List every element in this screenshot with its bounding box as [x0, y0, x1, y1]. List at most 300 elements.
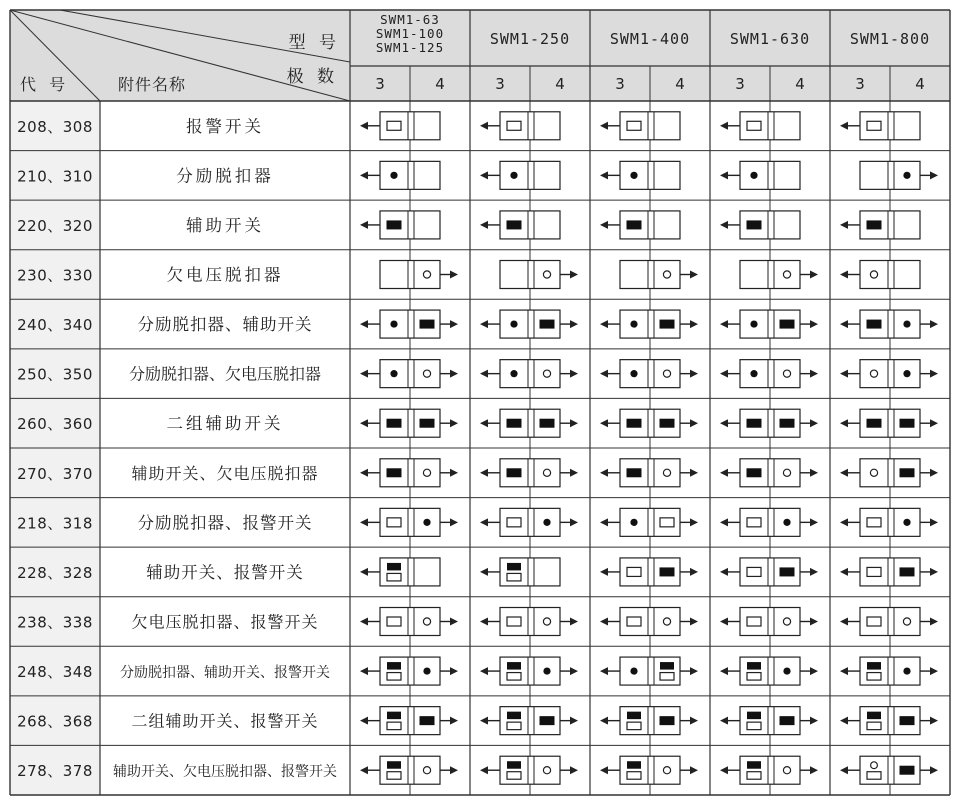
accessory-wiring-diagram — [360, 310, 458, 338]
accessory-wiring-diagram — [840, 608, 938, 636]
arrow-head-icon — [720, 766, 728, 774]
accessory-wiring-diagram — [720, 112, 800, 140]
arrow-head-icon — [840, 568, 848, 576]
accessory-code: 250、350 — [17, 365, 93, 384]
accessory-code: 220、320 — [17, 216, 93, 235]
arrow-head-icon — [720, 419, 728, 427]
shunt-release-icon — [423, 667, 430, 674]
arrow-head-icon — [930, 766, 938, 774]
auxiliary-switch-icon — [387, 419, 402, 428]
arrow-head-icon — [600, 667, 608, 675]
accessory-wiring-diagram — [840, 558, 938, 586]
accessory-name: 二组辅助开关 — [166, 414, 284, 434]
arrow-head-icon — [570, 469, 578, 477]
arrow-head-icon — [360, 122, 368, 130]
arrow-head-icon — [720, 370, 728, 378]
auxiliary-switch-icon — [867, 320, 882, 329]
shunt-release-icon — [903, 370, 910, 377]
arrow-head-icon — [600, 370, 608, 378]
accessory-wiring-diagram — [480, 707, 578, 735]
accessory-wiring-diagram — [600, 310, 698, 338]
breaker-diagram-box — [380, 112, 440, 140]
breaker-diagram-box — [860, 657, 920, 685]
auxiliary-switch-icon — [507, 761, 521, 769]
pole-count: 3 — [615, 75, 625, 93]
accessory-name: 辅助开关、欠电压脱扣器 — [131, 463, 319, 483]
arrow-head-icon — [480, 766, 488, 774]
accessory-wiring-diagram — [720, 756, 818, 784]
accessory-code: 230、330 — [17, 266, 93, 285]
accessory-wiring-diagram — [480, 211, 560, 239]
breaker-diagram-box — [380, 558, 440, 586]
arrow-head-icon — [810, 419, 818, 427]
breaker-diagram-box — [500, 161, 560, 189]
accessory-wiring-diagram — [480, 112, 560, 140]
accessory-wiring-diagram — [600, 558, 698, 586]
auxiliary-switch-icon — [900, 567, 915, 576]
arrow-head-icon — [690, 518, 698, 526]
accessory-wiring-diagram — [720, 161, 800, 189]
pole-count: 3 — [735, 75, 745, 93]
accessory-wiring-diagram — [600, 409, 698, 437]
accessory-wiring-diagram — [360, 112, 440, 140]
arrow-head-icon — [360, 518, 368, 526]
accessory-wiring-diagram — [600, 508, 698, 536]
auxiliary-switch-icon — [747, 220, 762, 229]
auxiliary-switch-icon — [627, 761, 641, 769]
model-name: SWM1-800 — [849, 30, 931, 48]
arrow-head-icon — [690, 618, 698, 626]
accessory-code: 240、340 — [17, 316, 93, 335]
breaker-diagram-box — [380, 657, 440, 685]
breaker-diagram-box — [740, 112, 800, 140]
accessory-name: 欠电压脱扣器 — [166, 265, 284, 285]
breaker-diagram-box — [860, 161, 920, 189]
arrow-head-icon — [840, 717, 848, 725]
arrow-head-icon — [840, 370, 848, 378]
auxiliary-switch-icon — [387, 563, 401, 571]
breaker-diagram-box — [860, 508, 920, 536]
accessory-code: 210、310 — [17, 167, 93, 186]
arrow-head-icon — [810, 766, 818, 774]
arrow-head-icon — [570, 419, 578, 427]
shunt-release-icon — [630, 172, 637, 179]
model-name: SWM1-125 — [375, 40, 445, 55]
code-header-label: 代 号 — [20, 75, 70, 94]
accessory-code: 208、308 — [17, 117, 93, 136]
arrow-head-icon — [840, 419, 848, 427]
accessory-wiring-diagram — [360, 409, 458, 437]
arrow-head-icon — [480, 320, 488, 328]
arrow-head-icon — [600, 469, 608, 477]
arrow-head-icon — [810, 518, 818, 526]
accessory-wiring-diagram — [840, 657, 938, 685]
accessory-wiring-diagram — [380, 261, 458, 289]
auxiliary-switch-icon — [507, 563, 521, 571]
shunt-release-icon — [630, 370, 637, 377]
shunt-release-icon — [630, 320, 637, 327]
accessory-wiring-diagram — [480, 409, 578, 437]
accessory-wiring-diagram — [360, 707, 458, 735]
arrow-head-icon — [570, 271, 578, 279]
poles-header-label: 极 数 — [286, 67, 338, 87]
arrow-head-icon — [480, 122, 488, 130]
shunt-release-icon — [423, 519, 430, 526]
auxiliary-switch-icon — [627, 468, 642, 477]
arrow-head-icon — [360, 419, 368, 427]
arrow-head-icon — [930, 717, 938, 725]
arrow-head-icon — [360, 717, 368, 725]
arrow-head-icon — [720, 171, 728, 179]
arrow-head-icon — [840, 271, 848, 279]
accessory-wiring-diagram — [720, 211, 800, 239]
auxiliary-switch-icon — [867, 220, 882, 229]
shunt-release-icon — [510, 172, 517, 179]
arrow-head-icon — [840, 518, 848, 526]
arrow-head-icon — [360, 667, 368, 675]
auxiliary-switch-icon — [780, 716, 795, 725]
accessory-name-header-label: 附件名称 — [118, 75, 187, 94]
accessory-code: 228、328 — [17, 563, 93, 582]
auxiliary-switch-icon — [660, 716, 675, 725]
pole-count: 4 — [435, 75, 445, 93]
auxiliary-switch-icon — [420, 716, 435, 725]
accessory-wiring-diagram — [740, 261, 818, 289]
shunt-release-icon — [903, 519, 910, 526]
arrow-head-icon — [600, 717, 608, 725]
accessory-wiring-diagram — [360, 508, 458, 536]
shunt-release-icon — [903, 667, 910, 674]
auxiliary-switch-icon — [387, 468, 402, 477]
accessory-wiring-diagram — [360, 608, 458, 636]
arrow-head-icon — [570, 370, 578, 378]
arrow-head-icon — [450, 320, 458, 328]
accessory-wiring-diagram — [360, 360, 458, 388]
auxiliary-switch-icon — [540, 716, 555, 725]
accessory-code: 268、368 — [17, 712, 93, 731]
arrow-head-icon — [450, 419, 458, 427]
arrow-head-icon — [570, 618, 578, 626]
arrow-head-icon — [840, 618, 848, 626]
arrow-head-icon — [930, 370, 938, 378]
arrow-head-icon — [600, 766, 608, 774]
auxiliary-switch-icon — [780, 320, 795, 329]
accessory-wiring-diagram — [480, 657, 578, 685]
arrow-head-icon — [480, 717, 488, 725]
accessory-name: 辅助开关、欠电压脱扣器、报警开关 — [113, 764, 337, 781]
breaker-diagram-box — [860, 360, 920, 388]
accessory-wiring-diagram — [600, 360, 698, 388]
arrow-head-icon — [840, 320, 848, 328]
accessory-code: 218、318 — [17, 514, 93, 533]
arrow-head-icon — [720, 122, 728, 130]
auxiliary-switch-icon — [900, 766, 915, 775]
arrow-head-icon — [450, 271, 458, 279]
accessory-name: 辅助开关、报警开关 — [146, 562, 304, 582]
arrow-head-icon — [930, 320, 938, 328]
auxiliary-switch-icon — [507, 419, 522, 428]
shunt-release-icon — [750, 320, 757, 327]
auxiliary-switch-icon — [387, 220, 402, 229]
auxiliary-switch-icon — [507, 468, 522, 477]
accessory-wiring-diagram — [720, 657, 818, 685]
accessory-name: 分励脱扣器 — [176, 166, 274, 186]
arrow-head-icon — [930, 568, 938, 576]
arrow-head-icon — [690, 667, 698, 675]
auxiliary-switch-icon — [540, 320, 555, 329]
accessory-wiring-diagram — [720, 459, 818, 487]
arrow-head-icon — [360, 370, 368, 378]
arrow-head-icon — [450, 518, 458, 526]
accessory-wiring-diagram — [480, 756, 578, 784]
arrow-head-icon — [570, 320, 578, 328]
shunt-release-icon — [510, 370, 517, 377]
breaker-diagram-box — [500, 657, 560, 685]
auxiliary-switch-icon — [660, 419, 675, 428]
accessory-wiring-diagram — [360, 756, 458, 784]
arrow-head-icon — [450, 717, 458, 725]
arrow-head-icon — [690, 320, 698, 328]
arrow-head-icon — [480, 469, 488, 477]
auxiliary-switch-icon — [747, 419, 762, 428]
arrow-head-icon — [690, 469, 698, 477]
breaker-diagram-box — [620, 657, 680, 685]
arrow-head-icon — [720, 618, 728, 626]
breaker-diagram-box — [740, 508, 800, 536]
arrow-head-icon — [690, 568, 698, 576]
accessory-wiring-diagram — [480, 360, 578, 388]
arrow-head-icon — [480, 518, 488, 526]
auxiliary-switch-icon — [780, 567, 795, 576]
accessory-code: 260、360 — [17, 415, 93, 434]
auxiliary-switch-icon — [867, 712, 881, 720]
arrow-head-icon — [810, 469, 818, 477]
model-name: SWM1-100 — [375, 26, 445, 41]
pole-count: 4 — [795, 75, 805, 93]
arrow-head-icon — [690, 370, 698, 378]
accessory-wiring-diagram — [720, 508, 818, 536]
auxiliary-switch-icon — [660, 567, 675, 576]
accessory-wiring-diagram — [360, 161, 440, 189]
auxiliary-switch-icon — [780, 419, 795, 428]
accessory-wiring-diagram — [720, 707, 818, 735]
accessory-wiring-diagram — [600, 112, 680, 140]
auxiliary-switch-icon — [627, 712, 641, 720]
arrow-head-icon — [930, 618, 938, 626]
accessory-wiring-diagram — [840, 211, 920, 239]
arrow-head-icon — [720, 667, 728, 675]
arrow-head-icon — [360, 221, 368, 229]
auxiliary-switch-icon — [627, 220, 642, 229]
accessory-wiring-diagram — [840, 508, 938, 536]
breaker-diagram-box — [860, 112, 920, 140]
arrow-head-icon — [600, 221, 608, 229]
arrow-head-icon — [480, 667, 488, 675]
auxiliary-switch-icon — [660, 662, 674, 670]
shunt-release-icon — [750, 370, 757, 377]
auxiliary-switch-icon — [900, 468, 915, 477]
auxiliary-switch-icon — [507, 712, 521, 720]
arrow-head-icon — [600, 518, 608, 526]
arrow-head-icon — [690, 766, 698, 774]
arrow-head-icon — [720, 469, 728, 477]
accessory-wiring-diagram — [720, 608, 818, 636]
arrow-head-icon — [480, 419, 488, 427]
accessory-code: 238、338 — [17, 613, 93, 632]
arrow-head-icon — [810, 370, 818, 378]
accessory-wiring-diagram — [720, 409, 818, 437]
accessory-wiring-diagram — [600, 211, 680, 239]
arrow-head-icon — [480, 370, 488, 378]
auxiliary-switch-icon — [627, 419, 642, 428]
accessory-name: 分励脱扣器、欠电压脱扣器 — [128, 364, 322, 384]
pole-count: 3 — [375, 75, 385, 93]
arrow-head-icon — [930, 171, 938, 179]
breaker-diagram-box — [380, 161, 440, 189]
breaker-diagram-box — [620, 508, 680, 536]
accessory-wiring-diagram — [840, 310, 938, 338]
arrow-head-icon — [720, 568, 728, 576]
arrow-head-icon — [450, 469, 458, 477]
accessory-name: 欠电压脱扣器、报警开关 — [131, 612, 319, 632]
auxiliary-switch-icon — [867, 419, 882, 428]
breaker-diagram-box — [500, 112, 560, 140]
arrow-head-icon — [720, 717, 728, 725]
accessory-wiring-diagram — [600, 756, 698, 784]
pole-count: 3 — [495, 75, 505, 93]
accessory-wiring-diagram — [360, 211, 440, 239]
arrow-head-icon — [480, 171, 488, 179]
accessory-wiring-diagram — [860, 161, 938, 189]
arrow-head-icon — [360, 618, 368, 626]
auxiliary-switch-icon — [507, 220, 522, 229]
shunt-release-icon — [903, 172, 910, 179]
auxiliary-switch-icon — [387, 662, 401, 670]
pole-count: 4 — [915, 75, 925, 93]
shunt-release-icon — [903, 320, 910, 327]
auxiliary-switch-icon — [660, 320, 675, 329]
accessory-name: 分励脱扣器、辅助开关、报警开关 — [120, 665, 330, 682]
shunt-release-icon — [783, 667, 790, 674]
accessory-wiring-diagram — [840, 459, 938, 487]
arrow-head-icon — [600, 419, 608, 427]
auxiliary-switch-icon — [540, 419, 555, 428]
accessory-name: 报警开关 — [186, 116, 264, 136]
pole-count: 4 — [555, 75, 565, 93]
accessory-wiring-diagram — [480, 608, 578, 636]
breaker-diagram-box — [620, 112, 680, 140]
breaker-diagram-box — [380, 508, 440, 536]
auxiliary-switch-icon — [900, 716, 915, 725]
arrow-head-icon — [480, 568, 488, 576]
pole-count: 4 — [675, 75, 685, 93]
accessory-wiring-diagram — [840, 360, 938, 388]
accessory-wiring-diagram — [480, 508, 578, 536]
arrow-head-icon — [930, 667, 938, 675]
arrow-head-icon — [690, 419, 698, 427]
arrow-head-icon — [840, 221, 848, 229]
shunt-release-icon — [390, 370, 397, 377]
arrow-head-icon — [840, 122, 848, 130]
arrow-head-icon — [840, 766, 848, 774]
arrow-head-icon — [810, 320, 818, 328]
arrow-head-icon — [450, 618, 458, 626]
accessory-wiring-diagram — [360, 558, 440, 586]
arrow-head-icon — [600, 568, 608, 576]
arrow-head-icon — [360, 320, 368, 328]
auxiliary-switch-icon — [747, 468, 762, 477]
shunt-release-icon — [750, 172, 757, 179]
accessory-wiring-diagram — [840, 112, 920, 140]
arrow-head-icon — [930, 419, 938, 427]
breaker-diagram-box — [740, 161, 800, 189]
accessory-wiring-diagram — [480, 459, 578, 487]
accessory-wiring-diagram — [720, 310, 818, 338]
auxiliary-switch-icon — [420, 320, 435, 329]
accessory-name: 二组辅助开关、报警开关 — [131, 711, 319, 731]
shunt-release-icon — [630, 667, 637, 674]
pole-count: 3 — [855, 75, 865, 93]
accessory-wiring-diagram — [480, 161, 560, 189]
auxiliary-switch-icon — [867, 662, 881, 670]
auxiliary-switch-icon — [747, 712, 761, 720]
accessory-wiring-diagram — [720, 360, 818, 388]
accessory-code: 278、378 — [17, 762, 93, 781]
arrow-head-icon — [690, 717, 698, 725]
breaker-diagram-box — [740, 657, 800, 685]
arrow-head-icon — [570, 766, 578, 774]
arrow-head-icon — [810, 618, 818, 626]
arrow-head-icon — [930, 469, 938, 477]
accessory-wiring-diagram — [840, 707, 938, 735]
arrow-head-icon — [810, 667, 818, 675]
arrow-head-icon — [840, 667, 848, 675]
shunt-release-icon — [543, 667, 550, 674]
accessory-name: 辅助开关 — [186, 215, 264, 235]
arrow-head-icon — [570, 717, 578, 725]
arrow-head-icon — [360, 568, 368, 576]
auxiliary-switch-icon — [900, 419, 915, 428]
model-name: SWM1-400 — [609, 30, 691, 48]
breaker-diagram-box — [500, 508, 560, 536]
arrow-head-icon — [360, 469, 368, 477]
arrow-head-icon — [450, 667, 458, 675]
accessory-wiring-diagram — [360, 459, 458, 487]
accessory-name: 分励脱扣器、报警开关 — [137, 513, 313, 533]
arrow-head-icon — [570, 518, 578, 526]
arrow-head-icon — [810, 568, 818, 576]
arrow-head-icon — [600, 122, 608, 130]
arrow-head-icon — [360, 171, 368, 179]
accessory-wiring-diagram — [600, 657, 698, 685]
accessory-wiring-diagram — [840, 409, 938, 437]
model-name: SWM1-250 — [489, 30, 571, 48]
arrow-head-icon — [810, 271, 818, 279]
arrow-head-icon — [720, 320, 728, 328]
accessory-wiring-diagram — [360, 657, 458, 685]
auxiliary-switch-icon — [420, 419, 435, 428]
model-name: SWM1-63 — [380, 12, 440, 27]
arrow-head-icon — [450, 370, 458, 378]
breaker-diagram-box — [620, 161, 680, 189]
breaker-diagram-box — [500, 558, 560, 586]
auxiliary-switch-icon — [747, 662, 761, 670]
shunt-release-icon — [543, 519, 550, 526]
arrow-head-icon — [690, 271, 698, 279]
arrow-head-icon — [810, 717, 818, 725]
auxiliary-switch-icon — [747, 761, 761, 769]
accessory-code: 270、370 — [17, 464, 93, 483]
